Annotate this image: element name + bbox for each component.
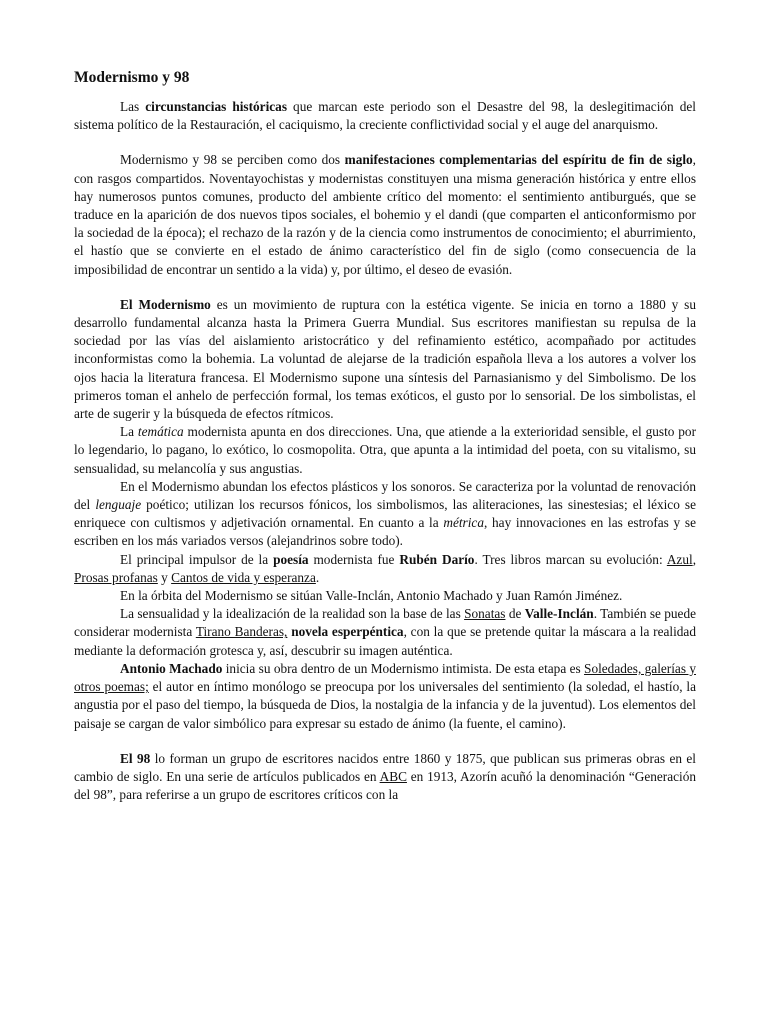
text-run: que marcan este periodo son el Desastre del 98, la deslegitimación del sistema político de la Restauración, el caciquismo, la creciente conflictividad social y el auge del anarquismo. (74, 99, 696, 133)
text-run: lo forman un grupo de escritores nacidos entre 1860 y 1875, que publican sus primeras obras en el cambio de siglo. En una serie de artículos publicados en (74, 750, 697, 784)
italic-text-run: métrica (443, 515, 484, 531)
bold-text-run: manifestaciones complementarias del espíritu de fin de siglo (344, 152, 693, 168)
text-run: el autor en íntimo monólogo se preocupa por los universales del sentimiento (la soledad, el hastío, la angustia por el paso del tiempo, la búsqueda de Dios, la nostalgia de la infancia y de la juventud). Los elementos del paisaje se cargan de valor simbólico para expresar su estado de ánimo (la fuente, el camino). (74, 679, 696, 731)
text-run: , con rasgos compartidos. Noventayochistas y modernistas constituyen una misma generación histórica y entre ellos hay numerosos puntos comunes, producto del ambiente crítico del momento: el sentimiento antiburgués, que se traduce en la aparición de dos nuevos tipos sociales, el bohemio y el dandi (que comparten el anticonformismo por la sociedad de la época); el rechazo de la razón y de la ciencia como instrumentos de conocimiento; el aburrimiento, el hastío que se convierte en el estado de ánimo característico del fin de siglo (como consecuencia de la imposibilidad de encontrar un sentido a la vida) y, por último, el deseo de evasión. (74, 152, 696, 277)
text-run: El principal impulsor de la (120, 551, 274, 567)
paragraph (74, 660, 696, 733)
text-run: y (157, 569, 172, 585)
text-run: modernista apunta en dos direcciones. Una, que atiende a la exterioridad sensible, el gusto por lo legendario, lo pagano, lo exótico, lo cosmopolita. Otra, que apunta a la intimidad del poeta, con su vitalismo, su sensualidad, su melancolía y sus angustias. (74, 424, 696, 476)
paragraph (74, 423, 696, 478)
text-run: inicia su obra dentro de un Modernismo intimista. De esta etapa es (222, 660, 585, 676)
paragraph (74, 151, 696, 278)
text-run: modernista fue (308, 551, 400, 567)
document-title: Modernismo y 98 (74, 69, 190, 86)
text-run: , (692, 551, 697, 567)
bold-text-run: El Modernismo (120, 296, 211, 312)
paragraph-spacer (74, 733, 696, 750)
text-run: . Tres libros marcan su evolución: (474, 551, 667, 567)
underlined-title-run: Soledades, galerías y otros poemas; (74, 660, 697, 695)
paragraph (74, 478, 696, 551)
text-run: de (505, 606, 525, 622)
text-run: Modernismo y 98 se perciben como dos (120, 152, 345, 168)
underlined-title-run: Prosas profanas (74, 569, 158, 585)
text-run: La (120, 424, 138, 440)
text-run: Las (120, 99, 146, 114)
italic-text-run: temática (137, 424, 184, 440)
paragraph-spacer (74, 134, 696, 151)
text-run: En el Modernismo abundan los efectos plásticos y los sonoros. Se caracteriza por la voluntad de renovación del (74, 478, 696, 513)
text-run: poético; utilizan los recursos fónicos, los simbolismos, las aliteraciones, las sinestesias; el léxico se enriquece con cultismos y adjetivación ornamental. En cuanto a la (74, 497, 696, 531)
underlined-title-run: ABC (379, 768, 407, 784)
paragraph (74, 605, 696, 660)
bold-text-run: El 98 (120, 750, 151, 766)
bold-text-run: circunstancias históricas (145, 99, 287, 114)
paragraph (74, 750, 696, 805)
text-run: En la órbita del Modernismo se sitúan Valle-Inclán, Antonio Machado y Juan Ramón Jiménez. (120, 588, 623, 604)
bold-text-run: Valle-Inclán (524, 606, 594, 622)
bold-text-run: novela esperpéntica (291, 624, 404, 640)
text-run: La sensualidad y la idealización de la realidad son la base de las (120, 606, 465, 622)
bold-text-run: Antonio Machado (120, 660, 223, 676)
text-run: . También se puede considerar modernista (74, 606, 696, 640)
text-run: , hay innovaciones en las estrofas y se escriben en los más variados versos (alejandrinos sobre todo). (74, 515, 696, 549)
paragraph (74, 296, 696, 423)
paragraph (74, 551, 696, 587)
text-run: en 1913, Azorín acuñó la denominación “Generación del 98”, para referirse a un grupo de escritores críticos con la (74, 768, 696, 803)
underlined-title-run: Azul (666, 551, 693, 567)
underlined-title-run: Tirano Banderas, (195, 624, 288, 640)
document-body (74, 98, 696, 804)
document-page (74, 68, 696, 804)
paragraph (74, 587, 696, 605)
italic-text-run: lenguaje (95, 497, 142, 513)
paragraph-spacer (74, 279, 696, 296)
text-run: , con la que se pretende quitar la máscara a la realidad mediante la deformación grotesca y, así, descubrir su imagen auténtica. (74, 624, 696, 658)
bold-text-run: Rubén Darío (399, 551, 475, 567)
text-run: . (315, 569, 320, 585)
bold-text-run: poesía (273, 551, 309, 567)
underlined-title-run: Cantos de vida y esperanza (171, 569, 316, 585)
underlined-title-run: Sonatas (464, 606, 506, 622)
text-run: es un movimiento de ruptura con la estética vigente. Se inicia en torno a 1880 y su desarrollo fundamental alcanza hasta la Primera Guerra Mundial. Sus escritores manifiestan su repulsa de la sociedad por las vías del aislamiento aristocrático y del refinamiento estético, acompañado por actitudes inconformistas como la bohemia. La voluntad de alejarse de la tradición española lleva a los autores a volver los ojos hacia la literatura francesa. El Modernismo supone una síntesis del Parnasianismo y del Simbolismo. De los primeros toman el anhelo de perfección formal, los temas exóticos, el gusto por lo sensorial. De los simbolistas, el arte de sugerir y la búsqueda de efectos rítmicos. (74, 296, 696, 422)
paragraph (74, 98, 696, 134)
